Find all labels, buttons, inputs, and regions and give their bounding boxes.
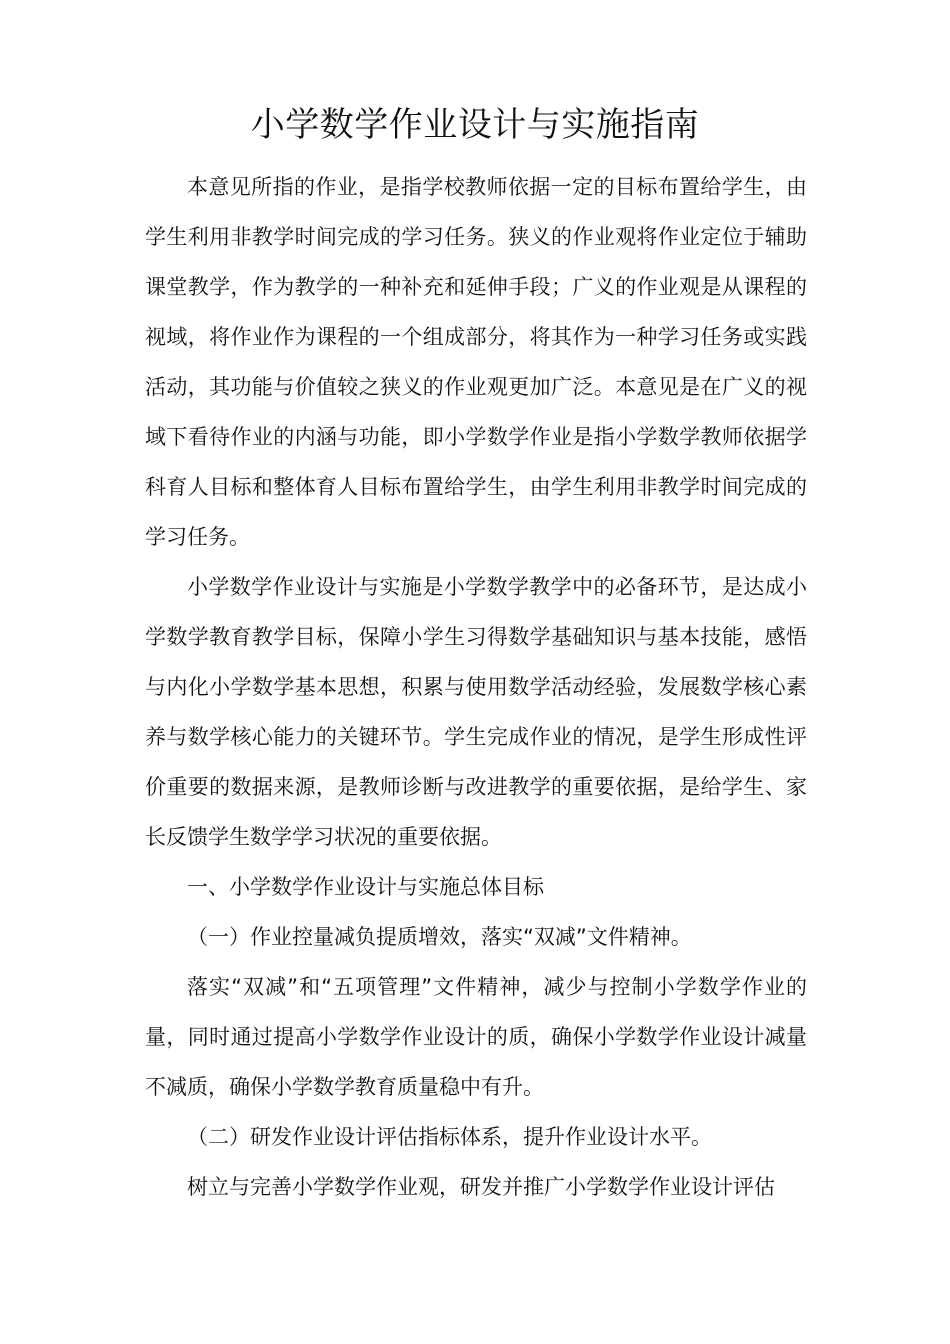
- section-heading-goals: 一、小学数学作业设计与实施总体目标: [187, 875, 544, 899]
- paragraph-importance: 小学数学作业设计与实施是小学数学教学中的必备环节，是达成小学数学教育教学目标，保障小学生习得数学基础知识与基本技能，感悟与内化小学数学基本思想，积累与使用数学活动经验，发展数学核心素养与数学核心能力的关键环节。学生完成作业的情况，是学生形成性评价重要的数据来源，是教师诊断与改进教学的重要依据，是给学生、家长反馈学生数学学习状况的重要依据。: [145, 575, 807, 849]
- subheading-2: （二）研发作业设计评估指标体系，提升作业设计水平。: [187, 1125, 712, 1149]
- document-body: [145, 162, 807, 1212]
- document-title: 小学数学作业设计与实施指南: [250, 105, 700, 145]
- paragraph-reduce-burden: 落实“双减”和“五项管理”文件精神，减少与控制小学数学作业的量，同时通过提高小学数学作业设计的质，确保小学数学作业设计减量不减质，确保小学数学教育质量稳中有升。: [145, 975, 807, 1099]
- paragraph-evaluation-system: 树立与完善小学数学作业观，研发并推广小学数学作业设计评估: [187, 1175, 775, 1199]
- paragraph-definition: 本意见所指的作业，是指学校教师依据一定的目标布置给学生，由学生利用非教学时间完成的学习任务。狭义的作业观将作业定位于辅助课堂教学，作为教学的一种补充和延伸手段；广义的作业观是从课程的视域，将作业作为课程的一个组成部分，将其作为一种学习任务或实践活动，其功能与价值较之狭义的作业观更加广泛。本意见是在广义的视域下看待作业的内涵与功能，即小学数学作业是指小学数学教师依据学科育人目标和整体育人目标布置给学生，由学生利用非教学时间完成的学习任务。: [145, 175, 807, 549]
- subheading-1: （一）作业控量减负提质增效，落实“双减”文件精神。: [187, 925, 692, 949]
